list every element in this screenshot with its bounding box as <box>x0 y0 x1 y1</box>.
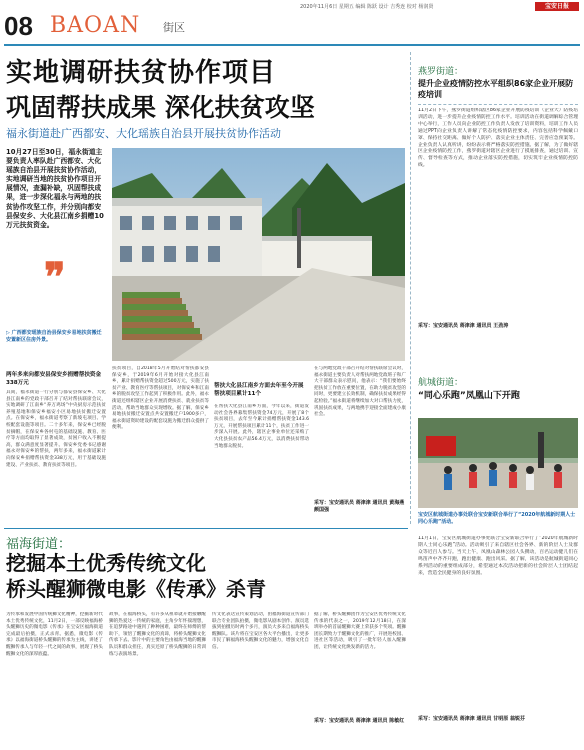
right1-rule <box>418 104 578 105</box>
lead-col-2: 扶贫项目，自2018年5月开始结对帮扶都安县保安乡，于2019年6月开始对接大化县江南乡，累计捐赠帮扶资金超过500万元，实施了扶贫产业、教育医疗等帮扶项目，对保安乡和江南乡的脱贫攻坚工作起到了积极作用。此外，福永街道还组织辖区企业开展消费扶贫、就业扶贫等活动，帮助当地群众实现增收。据了解，保安乡易地扶贫搬迁安置点共安置搬迁户1900多户，福永街道资助建设的配套设施为搬迁群众提供了便利。 <box>112 366 209 431</box>
lead-subhead: 福永街道赴广西都安、大化瑶族自治县开展扶贫协作活动 <box>6 127 281 140</box>
lead-col-4: 在与两地党政干部召开结对帮扶联席会议时，福永街道主要负责人对帮扶两地党政班子和广大干部群众表示慰问，他表示：“我们要始终把扶贫工作放在重要位置，在助力脱贫攻坚的同时，更要建立长效机制，确保扶贫成果经得起检验。”福永街道将继续加大对口帮扶力度，巩固扶贫成果，与两地携手迎接全面建成小康社会。 <box>314 366 406 418</box>
page-number: 08 <box>4 11 33 41</box>
fun-run-photo <box>418 418 578 508</box>
photo-caption: ▷ 广西都安瑶族自治县保安乡易地扶贫搬迁安置新区住房外景。 <box>6 330 102 343</box>
resettlement-housing-photo <box>112 148 405 361</box>
bottom-col-1: 为传承和发展中国传统狮文化精神，挖掘新时代本土优秀传统文化，11月2日，一部反映福海桥头醒狮历史的微电影《传承》在宝安区福海街道完成最后拍摄，正式杀青。据悉，微电影《传承》以福海街道桥头醒狮的传承为主线，讲述了醒狮传承人与年轻一代之间的故事，展现了桥头醒狮文化的深厚底蕴。 <box>6 612 103 657</box>
lead-subheading-2: 帮扶大化县江南乡方面去年至今开展帮扶项目累计11个 <box>214 383 304 397</box>
newspaper-logo: 宝安日报 <box>535 2 579 11</box>
issue-meta: 2020年11月6日 星期五 编辑 陈跃 设计 吉秀连 校对 杨润贤 <box>300 4 434 10</box>
right1-kicker: 燕罗街道： <box>418 67 464 77</box>
right1-byline: 采写：宝安通讯员 蒋津津 通讯员 王劲涛 <box>418 323 509 329</box>
lead-byline: 采写：宝安通讯员 蒋津津 通讯员 黄海燕 颜国强 <box>314 500 405 513</box>
lead-subheading-1: 两年多来向都安县保安乡捐赠帮扶资金338万元 <box>6 372 102 386</box>
bottom-byline: 采写：宝安通讯员 蒋津津 通讯员 陈敏红 <box>314 718 405 724</box>
right2-body: 11月1日，宝安区航城街道办事处联合宝安新联合举行了“2020年航城新时期人士同心乐跑”活动。活动吸引了来自辖区社会各界、新的阶层人士及群众等近百人参与。当天上午，凤凰山森林公园人头攒动，百名运动健儿们在鸣笛声中齐齐开跑，跑出健康、跑出风采。据了解，该活动是航城街道同心系列活动的重要组成部分，希望通过本次活动把新的社会阶层人士团结起来，营造全民健身的良好氛围。 <box>418 536 578 576</box>
section-label: 街区 <box>163 21 185 34</box>
right1-headline: 提升企业疫情防控水平组织86家企业开展防疫培训 <box>418 79 574 99</box>
fun-run-caption: 宝安区航城街道办事处联合宝安新联合举行了“2020年航城新时期人士同心乐跑”活动。 <box>418 512 576 525</box>
brand-name: BAOAN <box>50 13 141 38</box>
bottom-col-2: 故事，在福海桥头，有许多从祖辈就开始接触醒狮的热爱这一传统的家庭，主角少年怀揣理想，在追梦路途中遇到了种种困难，最终在师傅的帮助下，领悟了醒狮文化的真谛，将桥头醒狮文化传承下去。影片中的主要角色由福海当地的醒狮队员和群众担任，真实还原了桥头醒狮的日常训练与表演场景。 <box>109 612 206 657</box>
column-divider <box>410 52 411 524</box>
bottom-headline-2: 桥头醒狮微电影《传承》杀青 <box>6 577 266 601</box>
lead-intro: 10月27日至30日，福永街道主要负责人率队赴广西都安、大化瑶族自治县开展扶贫协作活动，实地调研当地的扶贫协作项目开展情况，查漏补缺，巩固帮扶成果，进一步深化福永与两地的扶贫协作攻坚工作，并分别向都安县保安乡、大化县江南乡捐赠10万元扶贫资金。 <box>6 148 104 229</box>
right2-headline: “同心乐跑”凤凰山下开跑 <box>418 391 520 401</box>
right1-body: 11月2日下午，燕罗街道组织辖区86家企业开展防疫培训（企业大）防疫培训活动，进一步提升企业疫情防控工作水平。培训活动在街道调解综合管理中心举行，工作人员向企业防控工作负责人发放了培训资料，培训工作人员通过PPT向企业负责人讲解了常态化疫情防控要求，内容包括科学佩戴口罩、保持社交距离、做好个人防护、落实企业主体责任、完善应急预案等。企业负责人认真听讲，纷纷表示将严格落实防控措施。据了解，为了做好辖区企业疫情防控工作，燕罗街道对辖区企业进行了摸底排查，通过培训、宣传、督导检查等方式，推动企业落实防控措施，切实筑牢企业疫情防控防线。 <box>418 108 578 169</box>
header-rule <box>4 44 580 46</box>
bottom-headline-1: 挖掘本土优秀传统文化 <box>6 551 206 575</box>
bottom-rule <box>4 528 408 529</box>
bottom-kicker: 福海街道： <box>6 537 72 552</box>
lead-headline-2: 巩固帮扶成果 深化扶贫攻坚 <box>6 93 315 122</box>
lead-col-1: 其间，福永街道一行分别与都安县保安乡、大化县江南乡的党政干部召开了结对帮扶联席会议，实地调研了江南乡“养万鸡场”中央厨房示范扶贫养殖基地和保安乡福安小区易地扶贫搬迁安置点。在保安乡，福永街道考察了新坡屯项目、学校配套设施等项目。二十多年来，保安乡已经脱贫摘帽，在保安乡各村屯的基础设施、教育、医疗等方面均取得了显著成效，贫困户收入不断提高，群众满意度显著提升。保安乡党委书记感谢福永对保安乡的帮扶，两年多来，福永街道累计向保安乡捐赠帮扶资金338万元，用于基础设施建设、产业扶贫、教育扶贫等项目。 <box>6 390 106 468</box>
bottom-col-4: 据了解，桥头醒狮团作为宝安区优秀传统文化传承的代表之一，2019年12月18日，在深圳举办的首届醒狮大赛上荣获多个奖项。醒狮团长期致力于醒狮文化的推广，开展进校园、进社区等活动，吸引了一批年轻人加入醒狮团，让传统文化焕发新的活力。 <box>314 612 406 650</box>
lead-col-3: 在帮扶大化县江南乡方面，今年以来，街道发动社会各界募集帮扶资金74万元，开展了8个扶贫项目，去年至今累计捐赠帮扶资金143.6万元，开展帮扶项目累计11个，扶贫工作进一步深入开展。此外，辖区企事业单位还采购了大化县扶贫农产品56.4万元，以消费扶贫带动当地群众脱贫。 <box>214 404 309 449</box>
right2-byline: 采写：宝安通讯员 蒋津津 通讯员 甘明原 翁锐芬 <box>418 716 525 722</box>
bottom-col-3: 传文化表达宣传策划活动，由福海街道宣传部门联合专业团队拍摄，微电影从剧本创作、演员选拔到拍摄历时两个多月，演员大多来自福海桥头醒狮队。该片将在宝安区各大平台播出，让更多市民了解福海桥头醒狮文化的魅力，增强文化自信。 <box>212 612 309 650</box>
right2-kicker: 航城街道： <box>418 378 464 388</box>
lead-headline-1: 实地调研扶贫协作项目 <box>6 58 277 88</box>
quote-mark-icon: ❞ <box>44 254 66 301</box>
